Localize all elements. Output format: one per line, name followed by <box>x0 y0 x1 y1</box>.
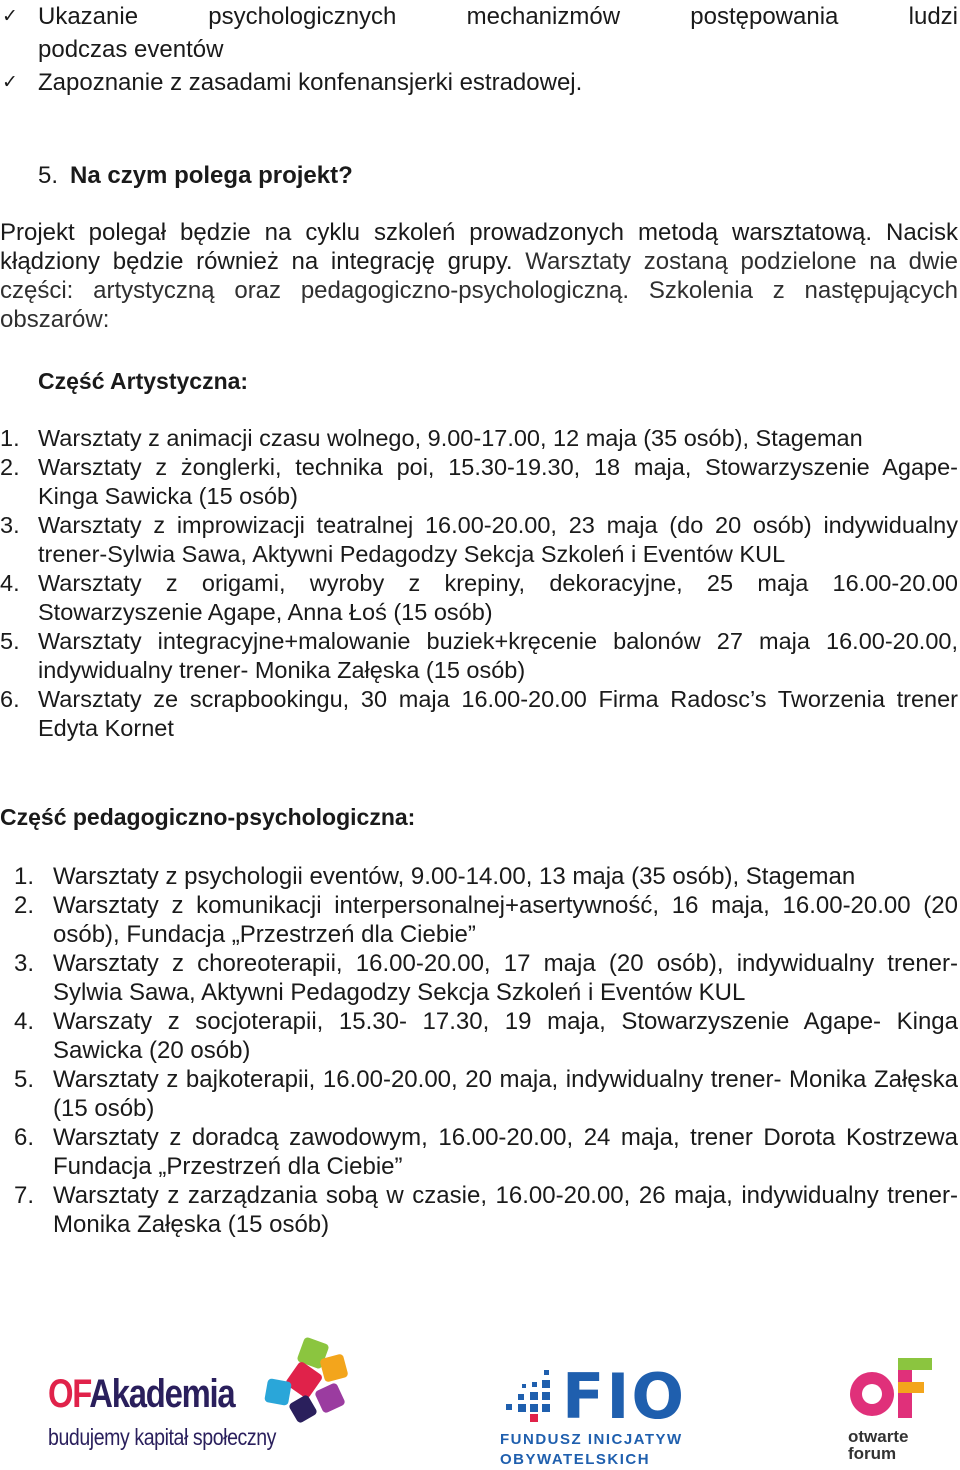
list-item <box>0 569 958 627</box>
list-item <box>0 1065 958 1123</box>
list-item-number: 2. <box>14 892 35 919</box>
list-item-text: Warsztaty z żonglerki, technika poi, 15.30-19.30, 18 maja, Stowarzyszenie Agape- Kinga Sawicka (15 osób) <box>38 454 958 509</box>
list-item-text: Warszaty z socjoterapii, 15.30- 17.30, 19 maja, Stowarzyszenie Agape- Kinga Sawicka (20 osób) <box>53 1008 958 1064</box>
intro-text-1: Projekt polegał będzie na cyklu szkoleń prowadzonych metodą warsztatową. Nacisk kłądziony będzie również na integrację grupy. <box>0 219 958 275</box>
list-item-text: Warsztaty z choreoterapii, 16.00-20.00, 17 maja (20 osób), indywidualny trener- Sylwia Sawa, Aktywni Pedagodzy Sekcja Szkoleń i Eventów KUL <box>53 950 958 1006</box>
ofakademia-of: OF <box>48 1372 90 1416</box>
list-item <box>0 1007 958 1065</box>
list-item <box>0 453 958 511</box>
fio-wordmark: FIO <box>562 1360 687 1433</box>
list-item-text: Warsztaty integracyjne+malowanie buziek+kręcenie balonów 27 maja 16.00-20.00, indywidualny trener- Monika Załęska (15 osób) <box>38 628 958 683</box>
intro-text-2: Warsztaty zostaną podzielone na dwie części: artystyczną oraz pedagogiczno-psychologiczną. Szkolenia z następujących obszarów: <box>0 248 958 333</box>
list-item-number: 6. <box>0 686 20 712</box>
of-mark-icon <box>846 1350 936 1430</box>
list-item-text: Warsztaty z improwizacji teatralnej 16.00-20.00, 23 maja (do 20 osób) indywidualny trener-Sylwia Sawa, Aktywni Pedagodzy Sekcja Szkoleń i Eventów KUL <box>38 512 958 567</box>
list-item-text: Warsztaty z bajkoterapii, 16.00-20.00, 20 maja, indywidualny trener- Monika Załęska (15 osób) <box>53 1066 958 1122</box>
artistic-workshop-list <box>0 424 958 743</box>
list-item-number: 5. <box>0 628 20 654</box>
list-item-text: Warsztaty z komunikacji interpersonalnej+asertywność, 16 maja, 16.00-20.00 (20 osób), Fundacja „Przestrzeń dla Ciebie” <box>53 892 958 948</box>
list-item-number: 6. <box>14 1124 35 1151</box>
ofakademia-akademia: Akademia <box>89 1372 235 1416</box>
ofakademia-wordmark <box>48 1372 234 1417</box>
footer-logos <box>0 1330 960 1470</box>
ofakademia-tagline: budujemy kapitał społeczny <box>48 1424 277 1450</box>
list-item-number: 1. <box>0 425 20 451</box>
fio-tagline <box>500 1430 683 1470</box>
ofakademia-logo <box>48 1360 358 1470</box>
list-item <box>0 891 958 949</box>
checklist-item-line: podczas eventów <box>38 36 224 63</box>
pedagogical-workshop-list <box>0 862 958 1239</box>
list-item-number: 3. <box>14 950 35 977</box>
section-title: Na czym polega projekt? <box>70 162 353 189</box>
fio-tagline-line2: OBYWATELSKICH <box>500 1451 651 1468</box>
otwarte-forum-line2: forum <box>848 1444 897 1463</box>
puzzle-pieces-icon <box>260 1336 352 1428</box>
otwarte-forum-logo <box>840 1350 950 1470</box>
otwarte-forum-tagline <box>848 1428 908 1462</box>
section-number: 5. <box>38 162 59 189</box>
list-item <box>0 511 958 569</box>
list-item <box>0 949 958 1007</box>
checklist-item-line: Ukazanie psychologicznych mechanizmów postępowania ludzi <box>38 3 958 30</box>
artistic-heading: Część Artystyczna: <box>38 368 249 394</box>
checklist-item <box>0 0 958 66</box>
list-item-number: 5. <box>14 1066 35 1093</box>
list-item <box>0 1181 958 1239</box>
list-item-number: 7. <box>14 1182 35 1209</box>
list-item <box>0 862 958 891</box>
list-item-text: Warsztaty z psychologii eventów, 9.00-14.00, 13 maja (35 osób), Stageman <box>53 863 856 890</box>
intro-paragraph <box>0 218 958 334</box>
list-item <box>0 424 958 453</box>
list-item-number: 4. <box>14 1008 35 1035</box>
fio-tagline-line1: FUNDUSZ INICJATYW <box>500 1431 683 1448</box>
list-item <box>0 685 958 743</box>
fio-logo <box>500 1360 700 1470</box>
checklist-item-text: Zapoznanie z zasadami konfenansjerki estradowej. <box>38 69 583 96</box>
checkmark-icon: ✓ <box>2 72 18 93</box>
list-item-text: Warsztaty z origami, wyroby z krepiny, dekoracyjne, 25 maja 16.00-20.00 Stowarzyszenie Agape, Anna Łoś (15 osób) <box>38 570 958 625</box>
otwarte-forum-line1: otwarte <box>848 1427 909 1446</box>
list-item-text: Warsztaty z zarządzania sobą w czasie, 16.00-20.00, 26 maja, indywidualny trener- Monika Załęska (15 osób) <box>53 1182 958 1238</box>
checklist-item-text <box>38 0 958 66</box>
pedagogical-heading: Część pedagogiczno-psychologiczna: <box>0 804 416 830</box>
list-item-number: 1. <box>14 863 35 890</box>
fio-dots-icon <box>502 1368 560 1426</box>
list-item-number: 3. <box>0 512 20 538</box>
list-item-text: Warsztaty ze scrapbookingu, 30 maja 16.00-20.00 Firma Radosc’s Tworzenia trener Edyta Kornet <box>38 686 958 741</box>
list-item-text: Warsztaty z animacji czasu wolnego, 9.00-17.00, 12 maja (35 osób), Stageman <box>38 425 863 451</box>
checkmark-icon: ✓ <box>2 6 18 27</box>
goals-checklist <box>0 0 958 99</box>
section-heading <box>38 159 353 192</box>
list-item-number: 4. <box>0 570 20 596</box>
list-item <box>0 627 958 685</box>
checklist-item <box>0 66 958 99</box>
list-item-number: 2. <box>0 454 20 480</box>
list-item <box>0 1123 958 1181</box>
list-item-text: Warsztaty z doradcą zawodowym, 16.00-20.00, 24 maja, trener Dorota Kostrzewa Fundacja „Przestrzeń dla Ciebie” <box>53 1124 958 1180</box>
